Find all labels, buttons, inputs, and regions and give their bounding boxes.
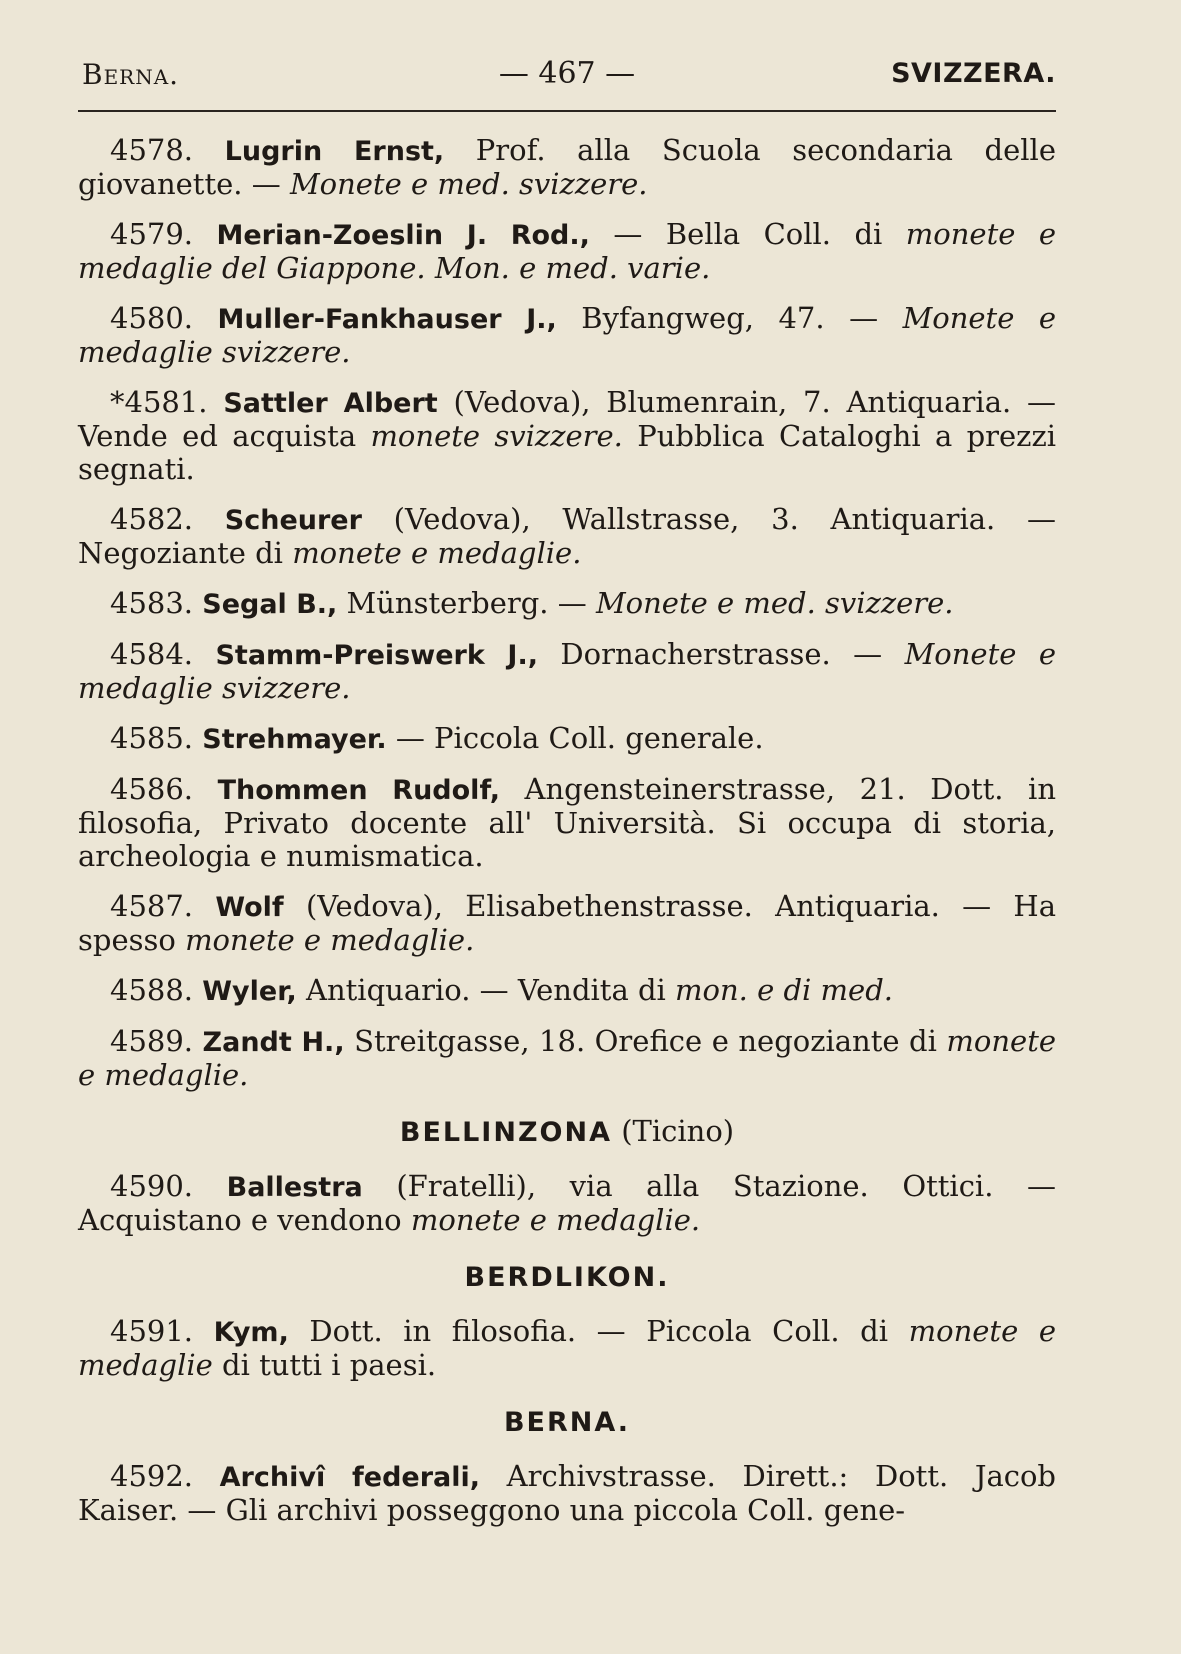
entry-text: — Piccola Coll. generale. (386, 721, 764, 755)
entry-text: Prof. alla Scuola secondaria delle giovanette. — (78, 133, 1056, 201)
entry-text: (Fratelli), via alla Stazione. Ottici. — Acquistano e vendono (78, 1169, 1056, 1237)
entry-italic: monete e medaglie. (185, 923, 475, 957)
entry-number: 4589. (110, 1024, 194, 1058)
entry-number: 4587. (110, 889, 194, 923)
entry-name: Muller-Fankhauser J., (217, 304, 557, 335)
entry-text: Antiquario. — Vendita di (296, 973, 676, 1007)
entry-text-tail: Pubblica Cataloghi a prezzi segnati. (78, 419, 1056, 486)
entry-number: 4588. (110, 973, 194, 1007)
section-title: BERDLIKON. (464, 1262, 670, 1293)
header-city: Berna. (82, 58, 180, 91)
entry-number: *4581. (110, 385, 208, 419)
section-heading-bellinzona (78, 1114, 1056, 1150)
entry-number: 4578. (110, 133, 194, 167)
entry-italic: monete svizzere. (370, 419, 623, 453)
entry-italic: monete e medaglie del Giappone. Mon. e med. varie. (78, 217, 1056, 285)
entry-text: Byfangweg, 47. — (556, 301, 903, 335)
entry-4584 (78, 638, 1056, 705)
entry-italic: monete e medaglie. (292, 536, 582, 570)
entry-name: Wolf (215, 892, 284, 923)
entry-4587 (78, 890, 1056, 957)
entry-name: Segal B., (202, 589, 338, 620)
entry-name: Scheurer (224, 505, 362, 536)
entry-4591 (78, 1315, 1056, 1382)
entry-number: 4583. (110, 586, 194, 620)
entry-name: Merian-Zoeslin J. Rod., (216, 220, 590, 251)
entry-text: — Bella Coll. di (589, 217, 906, 251)
entry-4578 (78, 134, 1056, 201)
entry-number: 4592. (110, 1459, 194, 1493)
entry-number: 4579. (110, 217, 194, 251)
entry-text: Angensteinerstrasse, 21. Dott. in filosofia, Privato docente all' Università. Si occupa di storia, archeologia e numismatica. (78, 772, 1056, 873)
entry-text: (Vedova), Elisabethenstrasse. Antiquaria. — Ha spesso (78, 889, 1056, 957)
entry-number: 4584. (110, 637, 194, 671)
entry-name: Strehmayer. (202, 724, 387, 755)
entry-4579 (78, 218, 1056, 285)
entry-number: 4586. (110, 772, 194, 806)
entry-italic: monete e medaglie. (410, 1203, 701, 1237)
entry-4592 (78, 1460, 1056, 1527)
entry-name: Sattler Albert (223, 388, 438, 419)
page-number: — 467 — (498, 56, 636, 91)
section-heading-berna (78, 1404, 1056, 1440)
entry-italic: mon. e di med. (675, 973, 893, 1007)
entry-4586 (78, 773, 1056, 873)
entry-text: Streitgasse, 18. Orefice e negoziante di (344, 1024, 947, 1058)
section-title: BELLINZONA (399, 1117, 612, 1148)
entry-name: Kym, (213, 1317, 289, 1348)
entry-4581 (78, 386, 1056, 486)
entry-text: (Vedova), Wallstrasse, 3. Antiquaria. — Negoziante di (78, 502, 1056, 570)
entry-name: Lugrin Ernst, (224, 136, 445, 167)
entry-4585 (78, 722, 1056, 756)
entry-text: Archivstrasse. Dirett.: Dott. Jacob Kaiser. — Gli archivi posseggono una piccola Coll. gene- (78, 1459, 1056, 1527)
section-title: BERNA. (503, 1407, 631, 1438)
entry-text: Münsterberg. — (337, 586, 596, 620)
entry-italic: Monete e medaglie svizzere. (78, 301, 1057, 369)
entry-4582 (78, 503, 1056, 570)
entry-italic: Monete e med. svizzere. (289, 167, 648, 201)
entry-name: Ballestra (226, 1172, 363, 1203)
entry-number: 4591. (110, 1314, 194, 1348)
entry-name: Stamm-Preiswerk J., (215, 640, 538, 671)
entry-number: 4580. (110, 301, 194, 335)
entry-4580 (78, 302, 1056, 369)
entry-text-tail: di tutti i paesi. (212, 1348, 437, 1382)
entry-4590 (78, 1170, 1056, 1237)
entry-italic: Monete e med. svizzere. (595, 586, 954, 620)
entry-number: 4582. (110, 502, 194, 536)
entry-name: Thommen Rudolf, (217, 775, 500, 806)
entry-italic: Monete e medaglie svizzere. (78, 637, 1056, 705)
entry-number: 4590. (110, 1169, 194, 1203)
entry-number: 4585. (110, 721, 194, 755)
entry-name: Archivî federali, (219, 1462, 481, 1493)
entry-4589 (78, 1025, 1056, 1092)
entry-4588 (78, 974, 1056, 1008)
page (78, 50, 1056, 1544)
entry-italic: monete e medaglie (78, 1314, 1056, 1382)
entry-text: Dornacherstrasse. — (537, 637, 905, 671)
entry-4583 (78, 587, 1056, 621)
entry-name: Zandt H., (202, 1027, 345, 1058)
entry-text: Dott. in filosofia. — Piccola Coll. di (288, 1314, 909, 1348)
entry-italic: monete e medaglie. (78, 1024, 1057, 1092)
header-country: SVIZZERA. (891, 58, 1056, 89)
running-header (78, 50, 1056, 96)
entry-name: Wyler, (202, 976, 297, 1007)
section-heading-berdlikon (78, 1259, 1056, 1295)
header-rule (78, 110, 1056, 112)
entry-text: (Vedova), Blumenrain, 7. Antiquaria. — Vende ed acquista (78, 385, 1056, 453)
section-suffix: (Ticino) (611, 1114, 735, 1148)
